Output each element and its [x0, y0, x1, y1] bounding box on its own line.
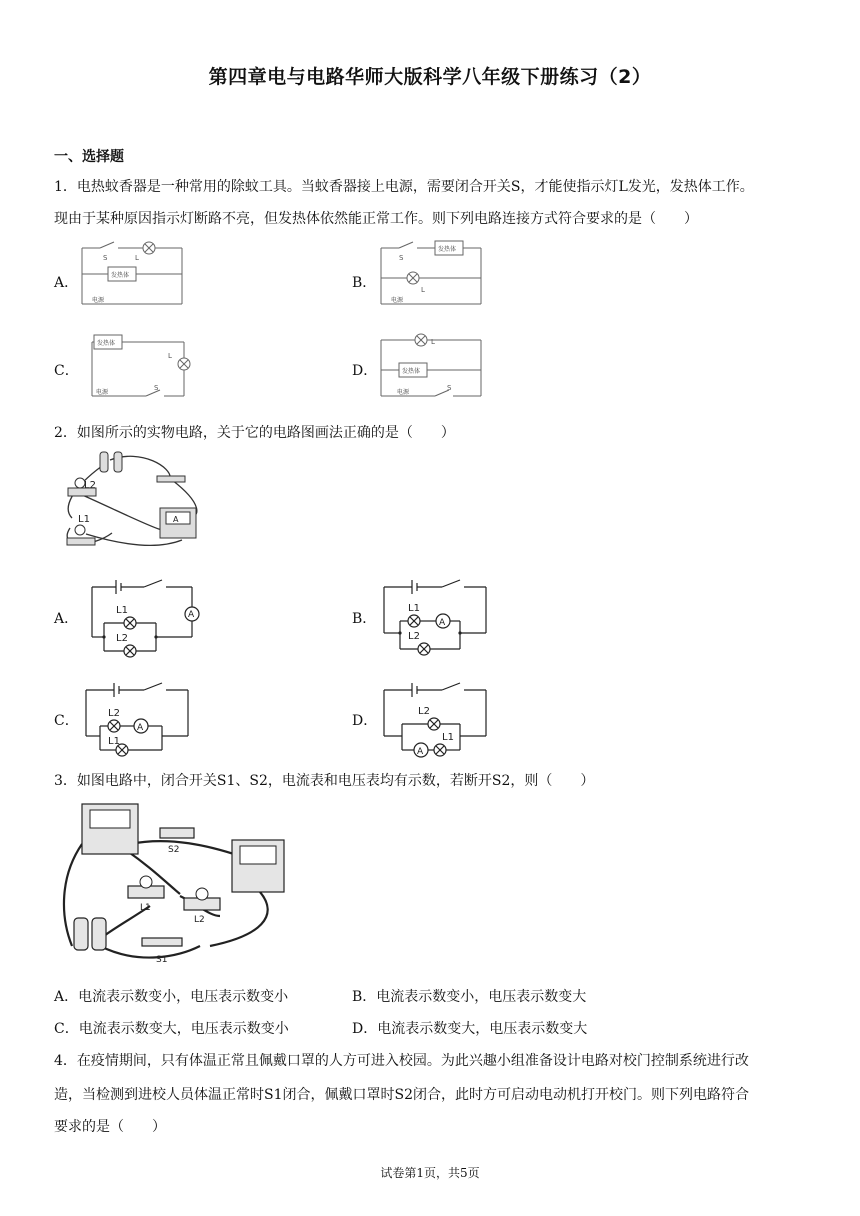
svg-text:电源: 电源 — [391, 297, 404, 304]
q4-text-line2: 造，当检测到进校人员体温正常时S1闭合，佩戴口罩时S2闭合，此时方可启动电动机打开校门。则下列电路符合 — [54, 1087, 749, 1103]
svg-text:S1: S1 — [156, 955, 168, 965]
svg-text:L2: L2 — [194, 915, 205, 925]
q2-option-a-label[interactable]: A． — [54, 611, 79, 627]
svg-text:L: L — [135, 254, 139, 262]
svg-text:发热体: 发热体 — [97, 340, 116, 347]
svg-text:发热体: 发热体 — [111, 272, 130, 279]
section-heading: 一、选择题 — [54, 149, 124, 165]
svg-text:A: A — [439, 618, 446, 628]
q2-option-c-label[interactable]: C． — [54, 713, 79, 729]
svg-text:S: S — [447, 384, 452, 392]
q1-text-line2: 现由于某种原因指示灯断路不亮，但发热体依然能正常工作。则下列电路连接方式符合要求的是（ ） — [54, 211, 698, 227]
svg-text:L2: L2 — [408, 631, 420, 642]
svg-text:A: A — [417, 747, 424, 757]
svg-text:发热体: 发热体 — [402, 368, 421, 375]
q2-option-b-label[interactable]: B． — [352, 611, 377, 627]
svg-text:S: S — [103, 254, 108, 262]
q2-option-d-circuit — [380, 680, 500, 762]
svg-text:L2: L2 — [108, 708, 120, 719]
svg-text:A: A — [173, 515, 179, 524]
svg-text:L2: L2 — [116, 633, 128, 644]
page-footer: 试卷第1页，共5页 — [380, 1166, 480, 1180]
svg-text:S: S — [154, 384, 159, 392]
q1-text-line1: 1．电热蚊香器是一种常用的除蚊工具。当蚊香器接上电源，需要闭合开关S，才能使指示灯L发光，发热体工作。 — [54, 179, 754, 195]
q3-physical-circuit-photo — [60, 796, 300, 966]
q1-option-c-circuit — [88, 332, 198, 402]
svg-text:L1: L1 — [78, 514, 90, 525]
q1-option-a-label[interactable]: A． — [54, 275, 79, 291]
q3-option-a[interactable]: A．电流表示数变小，电压表示数变小 — [54, 989, 289, 1005]
q2-option-c-circuit — [82, 680, 202, 762]
svg-text:L1: L1 — [116, 605, 128, 616]
svg-text:L1: L1 — [408, 603, 420, 614]
svg-text:A: A — [188, 610, 195, 620]
q4-text-line1: 4．在疫情期间，只有体温正常且佩戴口罩的人方可进入校园。为此兴趣小组准备设计电路对校门控制系统进行改 — [54, 1053, 749, 1069]
q2-physical-circuit-photo — [52, 448, 212, 553]
q1-option-d-circuit — [377, 332, 487, 402]
q2-text-line1: 2．如图所示的实物电路，关于它的电路图画法正确的是（ ） — [54, 425, 455, 441]
svg-text:A: A — [137, 723, 144, 733]
svg-text:L1: L1 — [140, 903, 151, 913]
svg-text:电源: 电源 — [397, 389, 410, 396]
svg-text:L: L — [168, 352, 172, 360]
svg-text:L1: L1 — [442, 732, 454, 743]
svg-text:电源: 电源 — [92, 297, 105, 304]
svg-text:S2: S2 — [168, 845, 180, 855]
q3-option-c[interactable]: C．电流表示数变大，电压表示数变小 — [54, 1021, 289, 1037]
svg-text:S: S — [399, 254, 404, 262]
svg-text:L2: L2 — [418, 706, 430, 717]
page-title: 第四章电与电路华师大版科学八年级下册练习（2） — [208, 66, 652, 88]
svg-text:L: L — [431, 338, 435, 346]
q3-text-line1: 3．如图电路中，闭合开关S1、S2，电流表和电压表均有示数，若断开S2，则（ ） — [54, 773, 595, 789]
q2-option-b-circuit — [380, 577, 500, 659]
svg-text:L1: L1 — [108, 736, 120, 747]
q1-option-a-circuit — [78, 240, 188, 310]
svg-text:L: L — [421, 286, 425, 294]
svg-text:L2: L2 — [84, 480, 96, 491]
q3-option-b[interactable]: B．电流表示数变小，电压表示数变大 — [352, 989, 587, 1005]
svg-text:电源: 电源 — [96, 389, 109, 396]
q1-option-d-label[interactable]: D． — [352, 363, 378, 379]
q1-option-b-circuit — [377, 240, 487, 310]
q3-option-d[interactable]: D．电流表示数变大，电压表示数变大 — [352, 1021, 588, 1037]
q4-text-line3: 要求的是（ ） — [54, 1119, 166, 1135]
q1-option-b-label[interactable]: B． — [352, 275, 377, 291]
q2-option-a-circuit — [86, 577, 206, 659]
q1-option-c-label[interactable]: C． — [54, 363, 79, 379]
svg-text:发热体: 发热体 — [438, 246, 457, 253]
q2-option-d-label[interactable]: D． — [352, 713, 378, 729]
